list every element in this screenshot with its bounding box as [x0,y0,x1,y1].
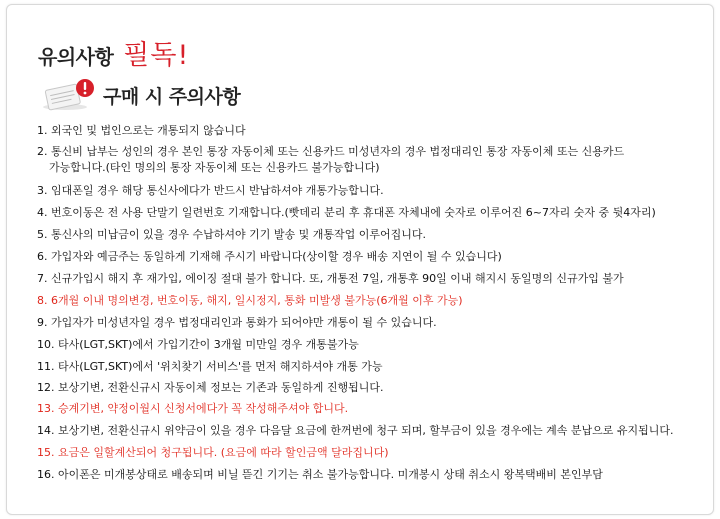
notepad-exclamation-icon [41,78,99,112]
notice-item: 2. 통신비 납부는 성인의 경우 본인 통장 자동이체 또는 신용카드 미성년자의 경우 법정대리인 통장 자동이체 또는 신용카드 [37,145,625,158]
title-accent-text: 필독! [123,40,190,71]
notice-item: 7. 신규가입시 해지 후 재가입, 에이징 절대 불가 합니다. 또, 개통전 7일, 개통후 90일 이내 해지시 동일명의 신규가입 불가 [37,272,624,285]
subtitle-row [41,77,240,113]
notice-item: 13. 승계기변, 약정이월시 신청서에다가 꼭 작성해주셔야 합니다. [37,402,349,415]
notice-item: 9. 가입자가 미성년자일 경우 법정대리인과 통화가 되어야만 개통이 될 수 있습니다. [37,316,437,329]
subtitle: 구매 시 주의사항 [103,85,241,108]
notice-item: 10. 타사(LGT,SKT)에서 가입기간이 3개월 미만일 경우 개통불가능 [37,338,359,351]
notice-item: 3. 임대폰일 경우 해당 통신사에다가 반드시 반납하셔야 개통가능합니다. [37,184,384,197]
notice-item: 6. 가입자와 예금주는 동일하게 기재해 주시기 바랍니다(상이할 경우 배송 지연이 될 수 있습니다) [37,250,502,263]
page-title [38,33,189,69]
notice-item: 14. 보상기변, 전환신규시 위약금이 있을 경우 다음달 요금에 한꺼번에 청구 되며, 할부금이 있을 경우에는 계속 분납으로 유지됩니다. [37,424,674,437]
notice-item: 4. 번호이동은 전 사용 단말기 일련번호 기재합니다.(빳데리 분리 후 휴대폰 자체내에 숫자로 이루어진 6~7자리 숫자 중 뒷4자리) [37,206,656,219]
notice-item: 15. 요금은 일할계산되어 청구됩니다. (요금에 따라 할인금액 달라집니다) [37,446,389,459]
notice-item: 가능합니다.(타인 명의의 통장 자동이체 또는 신용카드 불가능합니다) [49,161,380,174]
notice-panel [6,4,714,515]
notice-item: 8. 6개월 이내 명의변경, 번호이동, 해지, 일시정지, 통화 미발생 불가능(6개월 이후 가능) [37,294,463,307]
notice-item: 16. 아이폰은 미개봉상태로 배송되며 비닐 뜯긴 기기는 취소 불가능합니다. 미개봉시 상태 취소시 왕복택배비 본인부담 [37,468,603,481]
notice-item: 11. 타사(LGT,SKT)에서 '위치찾기 서비스'를 먼저 해지하셔야 개통 가능 [37,360,383,373]
notice-item: 1. 외국인 및 법인으로는 개통되지 않습니다 [37,124,246,137]
notice-item: 5. 통신사의 미납금이 있을 경우 수납하셔야 기기 발송 및 개통작업 이루어집니다. [37,228,426,241]
notice-item: 12. 보상기변, 전환신규시 자동이체 정보는 기존과 동일하게 진행됩니다. [37,381,384,394]
title-text: 유의사항 [38,45,114,69]
